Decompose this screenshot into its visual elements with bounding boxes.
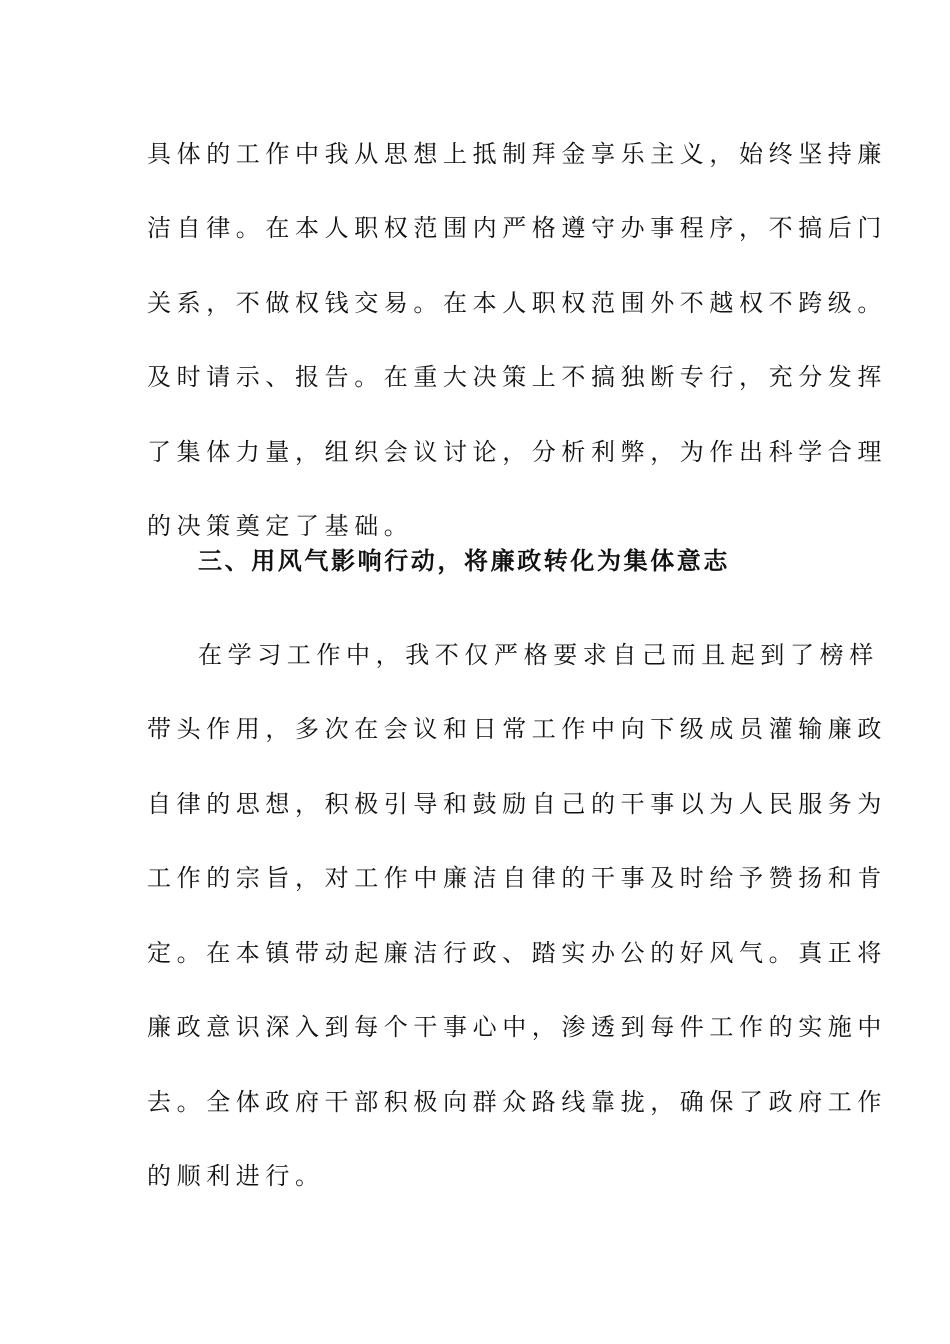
text-line: 的顺利进行。: [147, 1162, 325, 1190]
text-line: 自律的思想，积极引导和鼓励自己的干事以为人民服务为: [147, 790, 887, 818]
text-line: 廉政意识深入到每个干事心中，渗透到每件工作的实施中: [147, 1013, 887, 1041]
text-line: 的决策奠定了基础。: [147, 512, 414, 540]
text-line: 关系，不做权钱交易。在本人职权范围外不越权不跨级。: [147, 289, 887, 317]
text-line: 具体的工作中我从思想上抵制拜金享乐主义，始终坚持廉: [147, 140, 887, 168]
text-line: 了集体力量，组织会议讨论，分析利弊，为作出科学合理: [147, 438, 887, 466]
text-line: 在学习工作中，我不仅严格要求自己而且起到了榜样: [198, 641, 879, 669]
section-heading: 三、用风气影响行动，将廉政转化为集体意志: [198, 547, 730, 575]
text-line: 洁自律。在本人职权范围内严格遵守办事程序，不搞后门: [147, 214, 887, 242]
text-line: 带头作用，多次在会议和日常工作中向下级成员灌输廉政: [147, 715, 887, 743]
text-line: 工作的宗旨，对工作中廉洁自律的干事及时给予赞扬和肯: [147, 864, 887, 892]
text-line: 及时请示、报告。在重大决策上不搞独断专行，充分发挥: [147, 363, 887, 391]
text-line: 定。在本镇带动起廉洁行政、踏实办公的好风气。真正将: [147, 939, 887, 967]
text-line: 去。全体政府干部积极向群众路线靠拢，确保了政府工作: [147, 1088, 887, 1116]
